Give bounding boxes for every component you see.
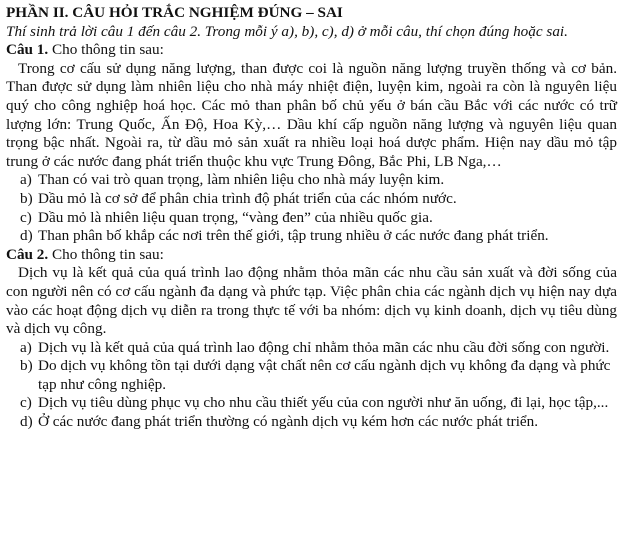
question-1-options — [6, 171, 617, 245]
question-2-title: Cho thông tin sau: — [52, 245, 164, 263]
question-2-option-c — [6, 394, 617, 413]
option-text: Than có vai trò quan trọng, làm nhiên liệu cho nhà máy luyện kim. — [38, 171, 445, 189]
option-text: Do dịch vụ không tồn tại dưới dạng vật chất nên cơ cấu ngành dịch vụ không đa dạng và phức tạp như công nghiệp. — [38, 357, 611, 393]
question-1-option-c — [6, 209, 617, 228]
section-title: PHẦN II. CÂU HỎI TRẮC NGHIỆM ĐÚNG – SAI — [6, 4, 343, 21]
question-1 — [6, 41, 617, 246]
question-1-option-b — [6, 190, 617, 209]
question-2-label: Câu 2. — [6, 245, 49, 263]
question-2-passage: Dịch vụ là kết quả của quá trình lao động nhằm thỏa mãn các nhu cầu sản xuất và đời sống của con người nên có cơ cấu ngành đa dạng và phức tạp. Việc phân chia các ngành dịch vụ hiện nay dựa vào các hoạt động dịch vụ diễn ra trong thực tế với ba nhóm: dịch vụ kinh doanh, dịch vụ tiêu dùng và dịch vụ công. — [6, 264, 617, 338]
question-1-passage: Trong cơ cấu sử dụng năng lượng, than được coi là nguồn năng lượng truyền thống và cơ bản. Than được sử dụng làm nhiên liệu cho nhà máy nhiệt điện, luyện kim, ngoài ra còn là nguyên liệu quý cho công nghiệp hoá học. Các mỏ than phân bố chủ yếu ở bán cầu Bắc với các nước có trữ lượng lớn: Trung Quốc, Ấn Độ, Hoa Kỳ,… Dầu khí cấp nguồn năng lượng và nguyên liệu quan trọng bậc nhất. Ngoài ra, từ dầu mỏ sản xuất ra nhiều loại hoá dược phẩm. Hiện nay dầu mỏ tập trung ở các nước đang phát triển thuộc khu vực Trung Đông, Bắc Phi, LB Nga,… — [6, 59, 617, 170]
question-2 — [6, 246, 617, 432]
option-letter: a) — [20, 171, 32, 189]
question-2-option-a — [6, 339, 617, 358]
question-2-options — [6, 339, 617, 432]
question-2-heading — [6, 246, 617, 265]
option-text: Dịch vụ là kết quả của quá trình lao động chỉ nhằm thỏa mãn các nhu cầu đời sống con người. — [38, 338, 610, 356]
option-letter: b) — [20, 357, 33, 375]
question-1-title: Cho thông tin sau: — [52, 41, 164, 59]
option-letter: c) — [20, 394, 32, 412]
section-instructions: Thí sinh trả lời câu 1 đến câu 2. Trong mỗi ý a), b), c), d) ở mỗi câu, thí chọn đúng hoặc sai. — [6, 22, 568, 40]
question-1-option-d — [6, 227, 617, 246]
option-text: Dầu mỏ là cơ sở để phân chia trình độ phát triển của các nhóm nước. — [38, 189, 457, 207]
option-letter: b) — [20, 189, 33, 207]
option-text: Dịch vụ tiêu dùng phục vụ cho nhu cầu thiết yếu của con người như ăn uống, đi lại, học tập,... — [38, 394, 609, 412]
option-text: Than phân bố khắp các nơi trên thế giới, tập trung nhiều ở các nước đang phát triển. — [38, 227, 549, 245]
option-letter: c) — [20, 208, 32, 226]
question-1-option-a — [6, 171, 617, 190]
option-letter: d) — [20, 413, 33, 431]
option-text: Dầu mỏ là nhiên liệu quan trọng, “vàng đen” của nhiều quốc gia. — [38, 208, 433, 226]
question-1-heading — [6, 41, 617, 60]
question-2-option-d — [6, 413, 617, 432]
option-letter: a) — [20, 338, 32, 356]
option-text: Ở các nước đang phát triển thường có ngành dịch vụ kém hơn các nước phát triển. — [38, 413, 539, 431]
question-1-label: Câu 1. — [6, 41, 49, 59]
question-2-option-b — [6, 357, 617, 394]
option-letter: d) — [20, 227, 33, 245]
